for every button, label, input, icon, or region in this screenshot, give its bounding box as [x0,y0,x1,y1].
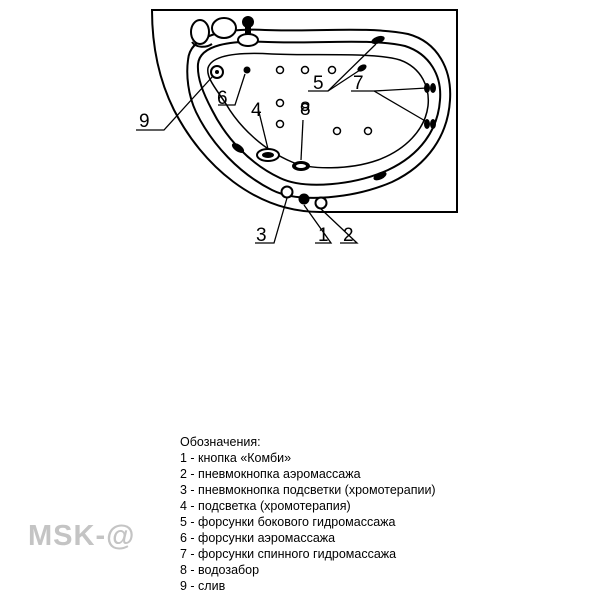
button-aero [316,198,327,209]
callout-3: 3 [256,225,267,246]
bowl-jet [277,121,284,128]
legend-item: 8 - водозабор [180,563,260,577]
water-intake [292,161,310,171]
legend-item: 6 - форсунки аэромассажа [180,531,336,545]
faucet-group [191,16,258,47]
callout-4: 4 [251,100,262,121]
bowl-jet [329,67,336,74]
button-combi [299,194,310,205]
spout-left [191,20,209,44]
bowl-jet [334,128,341,135]
callout-8: 8 [300,99,311,120]
side-jet [370,34,386,45]
back-jet [430,83,436,93]
bowl-jet [277,67,284,74]
legend-title: Обозначения: [180,435,261,449]
bowl-jet [365,128,372,135]
legend-item: 5 - форсунки бокового гидромассажа [180,515,396,529]
callout-6: 6 [217,88,228,109]
legend-item: 2 - пневмокнопка аэромассажа [180,467,361,481]
legend-item: 7 - форсунки спинного гидромассажа [180,547,397,561]
button-chromo [282,187,293,198]
aero-jet [244,67,251,74]
callout-9: 9 [139,111,150,132]
watermark: MSK-@ [28,520,136,552]
faucet-handle [212,18,236,38]
mixer-base [238,34,258,46]
legend-item: 4 - подсветка (хромотерапия) [180,499,351,513]
legend-item: 3 - пневмокнопка подсветки (хромотерапии) [180,483,436,497]
bowl-jet [302,67,309,74]
legend-item: 9 - слив [180,579,226,593]
callout-7: 7 [353,73,364,94]
legend [180,434,436,594]
bowl-jet [277,100,284,107]
back-jet [430,119,436,129]
callout-2: 2 [343,225,354,246]
light-fixture [257,149,279,161]
legend-item: 1 - кнопка «Комби» [180,451,292,465]
callout-5: 5 [313,73,324,94]
back-jets [424,83,436,129]
callout-1: 1 [318,225,329,246]
